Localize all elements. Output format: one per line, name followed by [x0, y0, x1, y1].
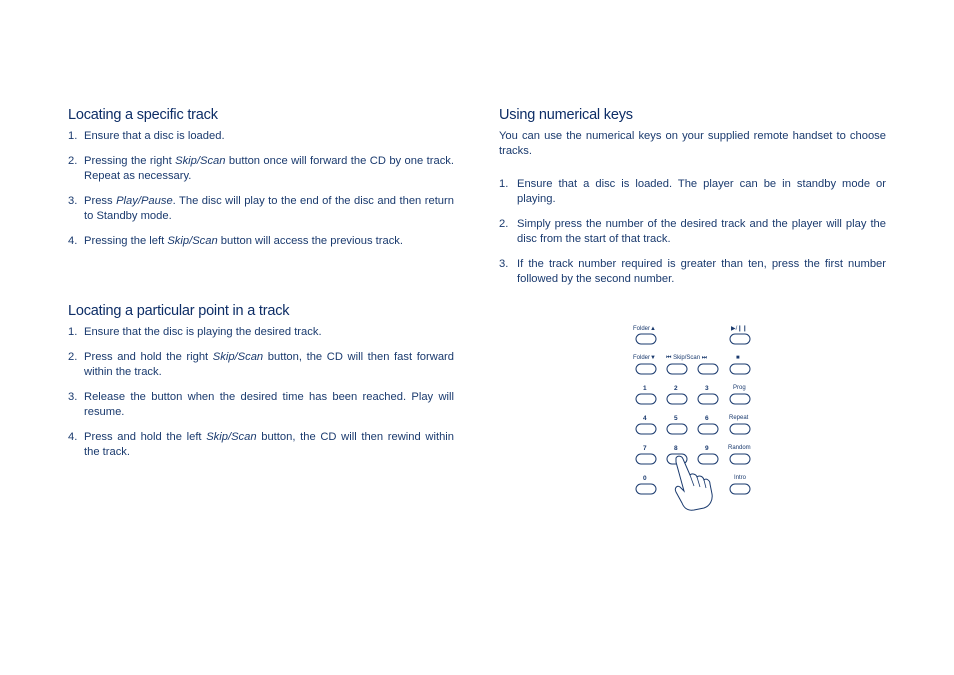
- stop-label: ■: [736, 355, 740, 361]
- key-4-label: 4: [643, 415, 647, 422]
- step-item: [499, 217, 886, 247]
- step-text: Ensure that a disc is loaded.: [84, 130, 225, 142]
- prog-button: [730, 394, 750, 404]
- key-3-button: [698, 394, 718, 404]
- key-7-button: [636, 454, 656, 464]
- step-list: [68, 325, 454, 460]
- key-1-button: [636, 394, 656, 404]
- step-item: [68, 129, 454, 144]
- step-text: Press and hold the left: [84, 431, 207, 443]
- step-number: 2.: [68, 351, 78, 363]
- folder-up-button: [636, 334, 656, 344]
- folder-down-label: Folder▼: [633, 355, 656, 361]
- step-list: [68, 129, 454, 249]
- step-text: Pressing the left: [84, 235, 168, 247]
- intro-paragraph: You can use the numerical keys on your supplied remote handset to choose tracks.: [499, 130, 886, 157]
- step-item: [499, 177, 886, 207]
- step-item: [68, 390, 454, 420]
- step-text: Press and hold the right: [84, 351, 213, 363]
- key-8-label: 8: [674, 445, 678, 452]
- key-9-button: [698, 454, 718, 464]
- step-number: 3.: [499, 258, 509, 270]
- key-5-button: [667, 424, 687, 434]
- key-7-label: 7: [643, 445, 647, 452]
- button-name-emphasis: Skip/Scan: [212, 351, 264, 363]
- step-item: [68, 350, 454, 380]
- step-text: Ensure that a disc is loaded. The player can be in standby mode or playing.: [517, 178, 886, 205]
- step-text: Release the button when the desired time has been reached. Play will resume.: [84, 391, 454, 418]
- section-numerical-keys: [499, 107, 886, 297]
- play-pause-button: [730, 334, 750, 344]
- button-name-emphasis: Play/Pause: [116, 195, 173, 207]
- intro-label: Intro: [734, 475, 747, 481]
- step-text: Ensure that the disc is playing the desired track.: [84, 326, 322, 338]
- section-title: Locating a specific track: [68, 107, 218, 123]
- section-particular-point: [68, 303, 454, 470]
- step-text: button once will forward the CD by one track. Repeat as necessary.: [84, 155, 454, 182]
- step-number: 2.: [499, 218, 509, 230]
- step-item: [68, 325, 454, 340]
- key-5-label: 5: [674, 415, 678, 422]
- step-text: Pressing the right: [84, 155, 176, 167]
- step-number: 1.: [499, 178, 509, 190]
- step-number: 1.: [68, 130, 78, 142]
- repeat-label: Repeat: [729, 415, 749, 421]
- step-text: If the track number required is greater than ten, press the first number followed by the second number.: [517, 258, 886, 285]
- step-number: 3.: [68, 391, 78, 403]
- random-label: Random: [728, 445, 751, 451]
- step-item: [68, 234, 454, 249]
- step-number: 3.: [68, 195, 78, 207]
- key-0-label: 0: [643, 475, 647, 482]
- section-specific-track: [68, 107, 454, 259]
- step-text: Press: [84, 195, 117, 207]
- step-list: [499, 177, 886, 287]
- remote-keypad-illustration: [628, 320, 758, 520]
- section-title: Locating a particular point in a track: [68, 303, 290, 319]
- section-title: Using numerical keys: [499, 107, 633, 123]
- folder-down-button: [636, 364, 656, 374]
- key-1-label: 1: [643, 385, 647, 392]
- folder-up-label: Folder▲: [633, 326, 656, 332]
- step-item: [68, 194, 454, 224]
- key-2-label: 2: [674, 385, 678, 392]
- prog-label: Prog: [733, 385, 746, 391]
- step-number: 4.: [68, 235, 78, 247]
- key-0-button: [636, 484, 656, 494]
- key-4-button: [636, 424, 656, 434]
- step-text: button, the CD will then rewind within the track.: [84, 431, 454, 458]
- step-number: 2.: [68, 155, 78, 167]
- skip-forward-button: [698, 364, 718, 374]
- intro-button: [730, 484, 750, 494]
- step-number: 4.: [68, 431, 78, 443]
- step-item: [499, 257, 886, 287]
- step-text: . The disc will play to the end of the disc and then return to Standby mode.: [84, 195, 454, 222]
- step-item: [68, 154, 454, 184]
- step-text: button will access the previous track.: [217, 235, 404, 247]
- stop-button: [730, 364, 750, 374]
- key-9-label: 9: [705, 445, 709, 452]
- key-3-label: 3: [705, 385, 709, 392]
- button-name-emphasis: Skip/Scan: [206, 431, 257, 443]
- step-text: Simply press the number of the desired track and the player will play the disc from the start of that track.: [517, 218, 886, 245]
- step-item: [68, 430, 454, 460]
- button-name-emphasis: Skip/Scan: [167, 235, 218, 247]
- skip-scan-label: ⏮ Skip/Scan ⏭: [666, 355, 708, 361]
- play-pause-label: ▶/❙❙: [731, 326, 748, 332]
- key-2-button: [667, 394, 687, 404]
- step-text: button, the CD will then fast forward within the track.: [84, 351, 454, 378]
- key-6-label: 6: [705, 415, 709, 422]
- skip-back-button: [667, 364, 687, 374]
- key-6-button: [698, 424, 718, 434]
- button-name-emphasis: Skip/Scan: [175, 155, 226, 167]
- step-number: 1.: [68, 326, 78, 338]
- random-button: [730, 454, 750, 464]
- repeat-button: [730, 424, 750, 434]
